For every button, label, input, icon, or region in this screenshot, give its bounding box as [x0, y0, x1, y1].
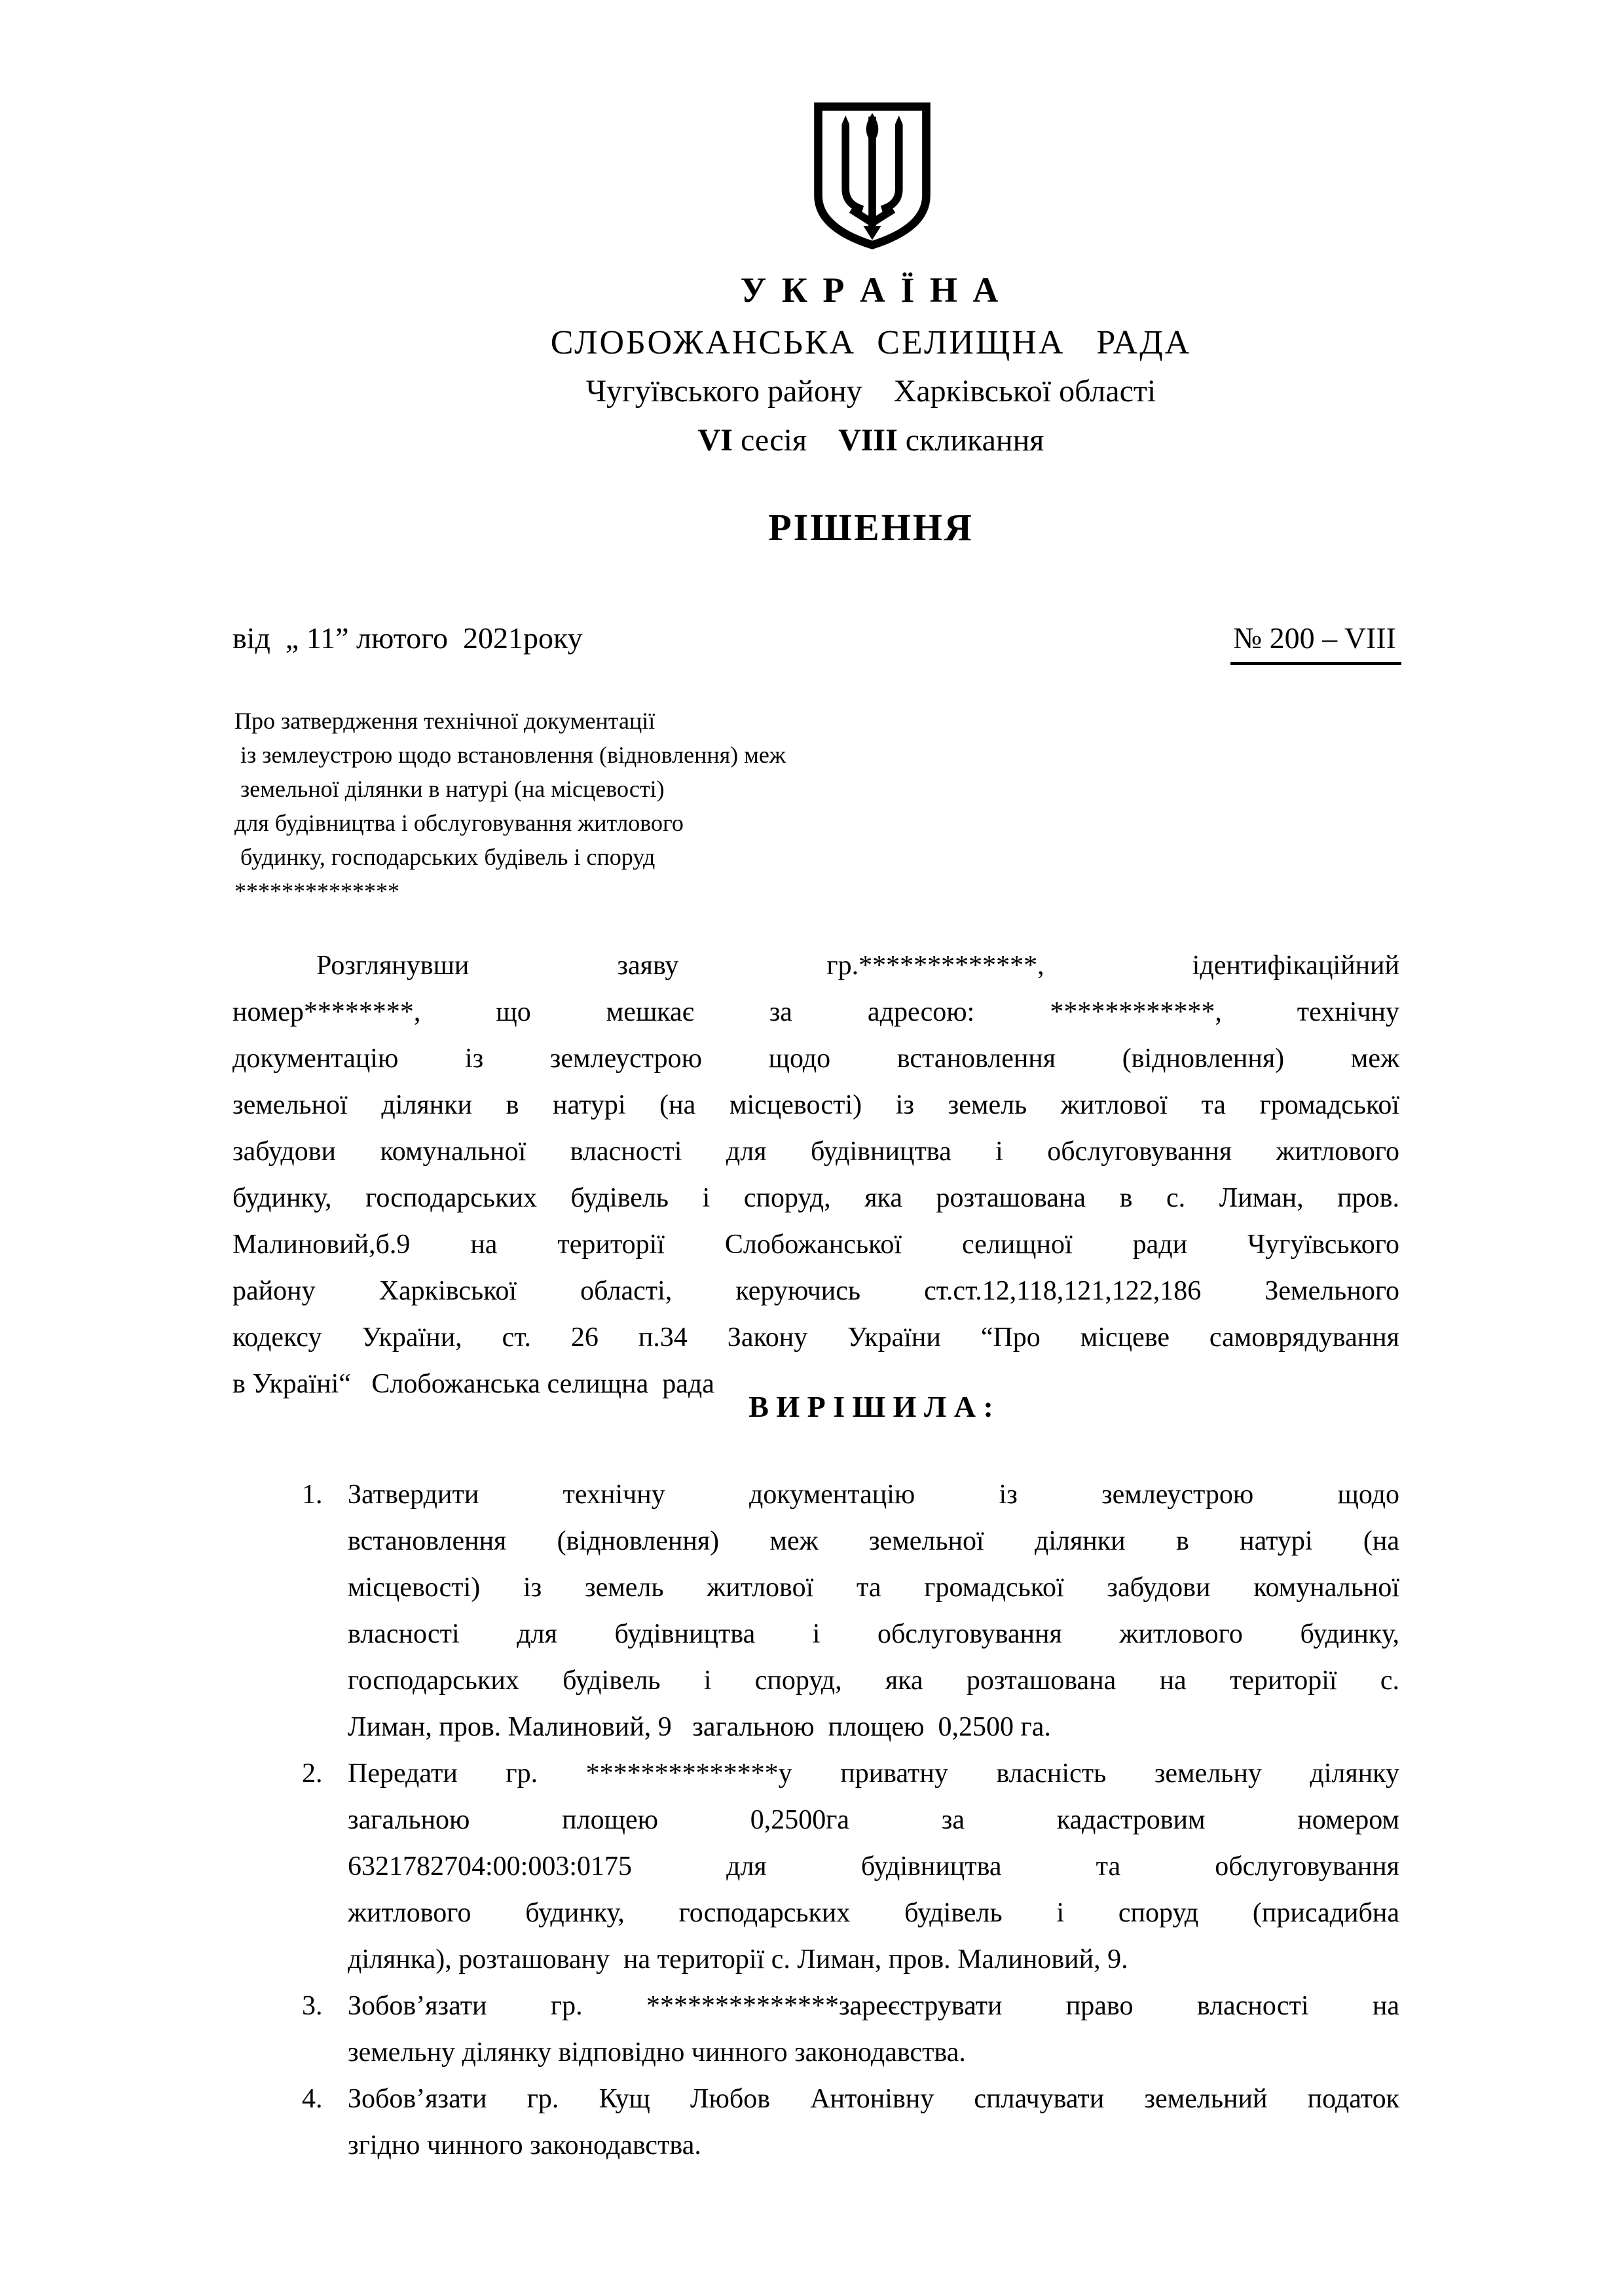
item-text: [348, 2076, 1399, 2169]
text-line: району Харківської області, керуючись ст.ст.12,118,121,122,186 Земельного: [232, 1276, 1399, 1306]
text-line: загальною площею 0,2500га за кадастровим номером: [348, 1805, 1399, 1835]
text-line: Передати гр. **************у приватну власність земельну ділянку: [348, 1758, 1399, 1789]
resolution-item: [232, 2076, 1399, 2169]
resolution-item: [232, 1983, 1399, 2076]
item-number: 4.: [302, 2084, 323, 2114]
subject-block: [234, 704, 1086, 908]
text-line: житлового будинку, господарських будівель і споруд (присадибна: [348, 1898, 1399, 1928]
item-number: 2.: [302, 1758, 323, 1789]
convocation-word: скликання: [897, 423, 1044, 458]
resolution-list: [232, 1472, 1399, 2169]
session-number: VI: [697, 423, 733, 458]
text-line: земельної ділянки в натурі (на місцевості): [234, 776, 665, 802]
date-line: від „ 11” лютого 2021року: [232, 621, 583, 655]
convocation-number: VIII: [838, 423, 898, 458]
text-line: Малиновий,б.9 на території Слобожанської селищної ради Чугуївського: [232, 1230, 1399, 1260]
country-title: У К Р А Ї Н А: [740, 270, 1002, 310]
text-line: Затвердити технічну документацію із землеустрою щодо: [348, 1480, 1399, 1510]
text-line: для будівництва і обслуговування житлового: [234, 810, 684, 836]
item-text: [348, 1472, 1399, 1751]
decision-number: № 200 – VIII: [1230, 621, 1401, 665]
session-line: [285, 422, 1457, 458]
meta-row: [232, 621, 1401, 665]
resolution-item: [232, 1751, 1399, 1983]
text-line: із землеустрою щодо встановлення (відновлення) меж: [234, 742, 786, 768]
text-line: Зобов’язати гр. Кущ Любов Антонівну сплачувати земельний податок: [348, 2084, 1399, 2114]
preamble-paragraph: [232, 943, 1399, 1408]
session-word: сесія: [732, 423, 839, 458]
text-line: Лиман, пров. Малиновий, 9 загальною площею 0,2500 га.: [348, 1712, 1051, 1742]
ukraine-trident-emblem-icon: [810, 101, 934, 251]
text-line: **************: [234, 878, 399, 904]
item-text: [348, 1751, 1399, 1983]
text-line: Про затвердження технічної документації: [234, 708, 655, 734]
text-line: згідно чинного законодавства.: [348, 2130, 701, 2160]
text-line: будинку, господарських будівель і споруд: [234, 844, 655, 870]
document-type-title: РІШЕННЯ: [768, 506, 974, 549]
item-text: [348, 1983, 1399, 2076]
council-title: СЛОБОЖАНСЬКА СЕЛИЩНА РАДА: [550, 324, 1192, 361]
resolved-heading: В И Р І Ш И Л А :: [748, 1390, 993, 1423]
text-line: місцевості) із земель житлової та громадської забудови комунальної: [348, 1573, 1399, 1603]
text-line: встановлення (відновлення) меж земельної ділянки в натурі (на: [348, 1526, 1399, 1556]
text-line: номер********, що мешкає за адресою: ************, технічну: [232, 997, 1399, 1027]
text-line: власності для будівництва і обслуговування житлового будинку,: [348, 1619, 1399, 1649]
text-line: господарських будівель і споруд, яка розташована на території с.: [348, 1666, 1399, 1696]
text-line: кодексу України, ст. 26 п.34 Закону України “Про місцеве самоврядування: [232, 1322, 1399, 1353]
text-line: земельну ділянку відповідно чинного законодавства.: [348, 2037, 966, 2068]
text-line: будинку, господарських будівель і споруд, яка розташована в с. Лиман, пров.: [232, 1183, 1399, 1213]
item-number: 1.: [302, 1480, 323, 1510]
item-number: 3.: [302, 1991, 323, 2021]
resolution-item: [232, 1472, 1399, 1751]
text-line: земельної ділянки в натурі (на місцевості) із земель житлової та громадської: [232, 1090, 1399, 1120]
text-line: ділянка), розташовану на території с. Лиман, пров. Малиновий, 9.: [348, 1944, 1128, 1975]
text-line: в Україні“ Слобожанська селищна рада: [232, 1369, 714, 1399]
text-line: документацію із землеустрою щодо встановлення (відновлення) меж: [232, 1044, 1399, 1074]
district-region-line: Чугуївського району Харківської області: [585, 374, 1156, 409]
text-line: Зобов’язати гр. **************зареєструвати право власності на: [348, 1991, 1399, 2021]
text-line: забудови комунальної власності для будівництва і обслуговування житлового: [232, 1137, 1399, 1167]
text-line: 6321782704:00:003:0175 для будівництва та обслуговування: [348, 1851, 1399, 1882]
text-line: Розглянувши заяву гр.*************, ідентифікаційний: [316, 951, 1399, 981]
